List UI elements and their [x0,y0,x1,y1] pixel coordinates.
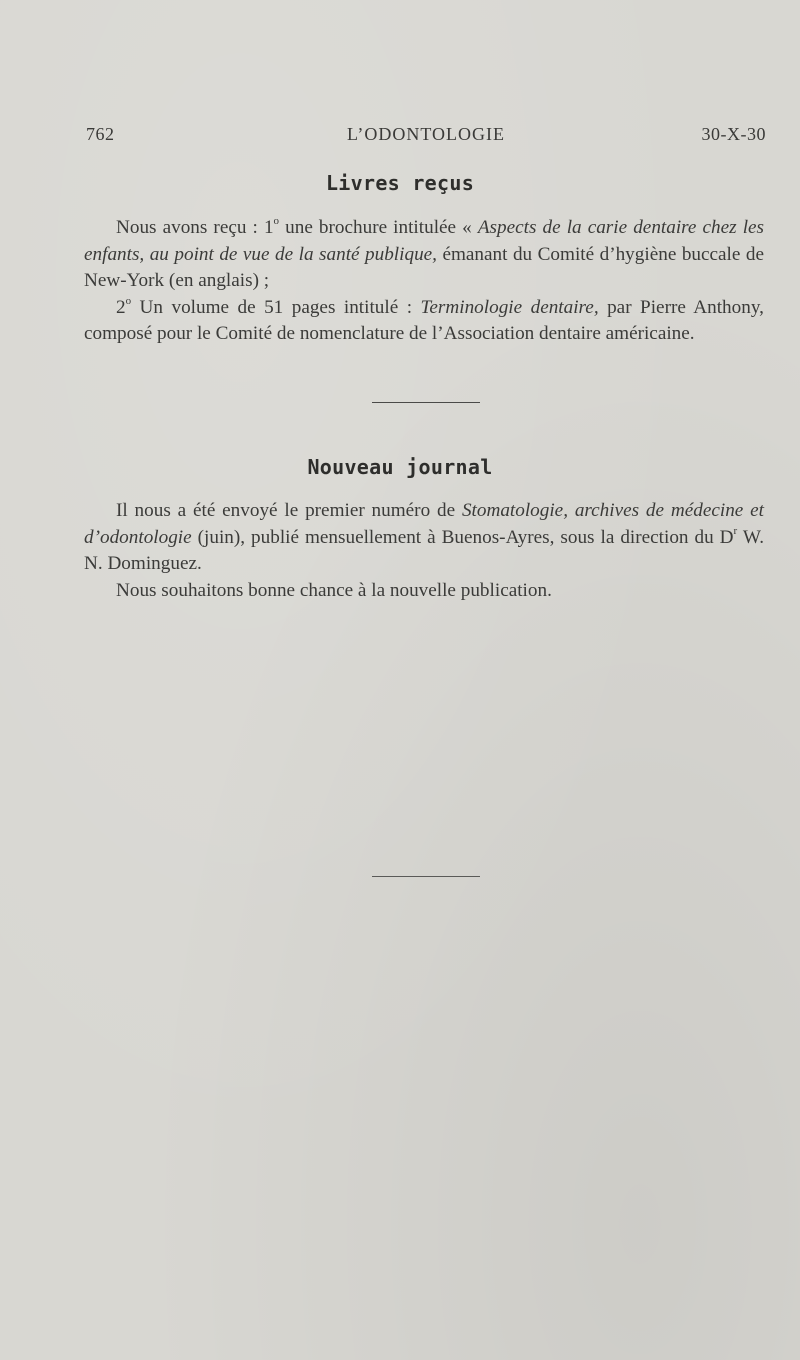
paragraph-brochure [84,215,764,295]
text-run: par Pierre Anthony, composé pour le Comité de nomenclature de l’Association dentaire américaine. [84,296,764,344]
text-run: une brochure intitulée « [279,217,478,238]
text-run: 2 [116,296,126,318]
page-number: 762 [86,124,115,144]
section-divider [372,402,480,403]
text-run: W. N. Dominguez. [84,526,764,574]
journal-title: L’ODONTOLOGIE [347,124,505,144]
volume-title: Terminologie dentaire, [420,296,599,318]
issue-date: 30-X-30 [701,124,766,144]
text-run: Un volume de 51 pages intitulé : [131,296,421,318]
running-head [86,124,766,150]
section-body-livres-recus [84,215,764,348]
end-divider [372,876,480,877]
text-run: Il nous a été envoyé le premier numéro de [116,500,462,521]
superscript: r [733,524,738,537]
section-title-nouveau-journal: Nouveau journal [307,455,493,479]
text-run: (juin), publié mensuellement à Buenos-Ayres, sous la direction du D [191,526,734,548]
paragraph-volume [84,295,764,348]
brochure-title: Aspects de la carie dentaire chez les enfants, au point de vue de la santé publique, [84,217,765,265]
section-body-nouveau-journal [84,498,764,604]
paragraph-stomatologie [84,498,764,578]
text-run: Nous avons reçu : 1 [116,217,274,238]
paragraph-wishes: Nous souhaitons bonne chance à la nouvelle publication. [116,579,552,601]
text-run: émanant du Comité d’hygiène buccale de New-York (en anglais) ; [84,243,765,291]
superscript: o [273,215,280,227]
section-title-livres-recus: Livres reçus [325,171,475,195]
journal-name: Stomatologie, archives de médecine et d’odontologie [84,500,764,548]
superscript: o [125,294,132,307]
